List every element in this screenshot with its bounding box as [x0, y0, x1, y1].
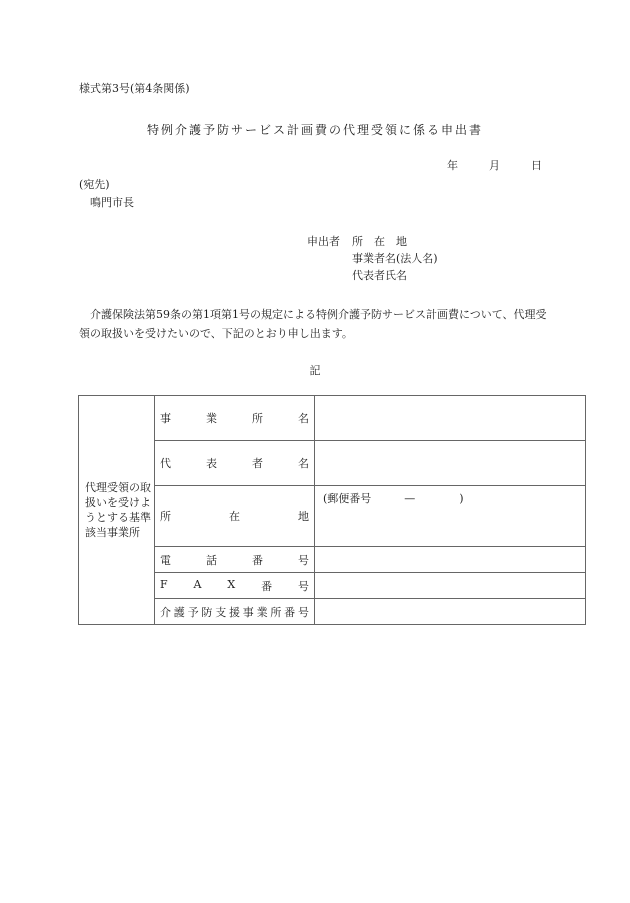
label-char: 事: [242, 605, 254, 619]
facility-name-field[interactable]: [315, 396, 586, 441]
label-char: 者: [252, 457, 263, 470]
label-char: 援: [228, 605, 240, 619]
label-char: 号: [298, 553, 309, 567]
phone-field[interactable]: [315, 547, 586, 573]
row-label-support-office-number: [155, 599, 315, 625]
label-char: 代: [160, 457, 171, 470]
date-line: [447, 157, 542, 173]
label-char: X: [227, 577, 236, 591]
label-char: 番: [284, 605, 296, 619]
addressee-label: (宛先): [79, 178, 110, 191]
applicant-business-name-label: 事業者名(法人名): [352, 252, 438, 265]
label-char: 所: [252, 412, 263, 425]
group-label: 代理受領の取扱いを受けようとする基準該当事業所: [79, 396, 155, 625]
document-title: 特例介護予防サービス計画費の代理受領に係る申出書: [146, 123, 483, 137]
label-char: 地: [298, 510, 309, 523]
label-char: 所: [270, 605, 282, 619]
body-text: 介護保険法第59条の第1項第1号の規定による特例介護予防サービス計画費について、代理受領の取扱いを受けたいので、下記のとおり申し出ます。: [79, 308, 547, 340]
label-char: 業: [256, 605, 268, 619]
row-label-facility-name: [155, 396, 315, 441]
row-label-phone: [155, 547, 315, 573]
label-char: F: [160, 577, 168, 591]
label-char: 名: [298, 412, 309, 425]
label-char: 番: [252, 553, 263, 567]
label-char: 防: [201, 605, 213, 619]
label-char: 電: [160, 553, 171, 567]
form-number: 様式第3号(第4条関係): [79, 82, 190, 95]
label-char: A: [193, 577, 202, 591]
applicant-address-label: 所 在 地: [352, 235, 407, 248]
address-field[interactable]: (郵便番号 — ): [315, 486, 586, 547]
label-char: 番: [261, 579, 273, 593]
label-char: 話: [206, 553, 217, 567]
label-char: 業: [206, 412, 217, 425]
facility-table: [78, 395, 586, 625]
row-label-address: [155, 486, 315, 547]
label-char: 所: [160, 510, 171, 523]
fax-field[interactable]: [315, 573, 586, 599]
label-char: 介: [160, 605, 171, 619]
label-char: 事: [160, 412, 171, 425]
support-office-number-field[interactable]: [315, 599, 586, 625]
date-day: 日: [531, 159, 542, 172]
row-label-fax: [155, 573, 315, 599]
applicant-label: 申出者: [307, 235, 340, 248]
label-char: 号: [298, 579, 309, 593]
row-label-representative: [155, 441, 315, 486]
label-char: 予: [187, 605, 199, 619]
date-year: 年: [447, 159, 458, 172]
addressee-name: 鳴門市長: [90, 196, 134, 209]
label-char: 支: [215, 605, 227, 619]
label-char: 護: [173, 605, 185, 619]
label-char: 表: [206, 457, 217, 470]
label-char: 号: [297, 605, 309, 619]
representative-field[interactable]: [315, 441, 586, 486]
label-char: 在: [229, 510, 240, 523]
applicant-representative-label: 代表者氏名: [352, 269, 407, 282]
label-char: 名: [298, 457, 309, 470]
date-month: 月: [489, 159, 500, 172]
ki-heading: 記: [309, 364, 321, 377]
